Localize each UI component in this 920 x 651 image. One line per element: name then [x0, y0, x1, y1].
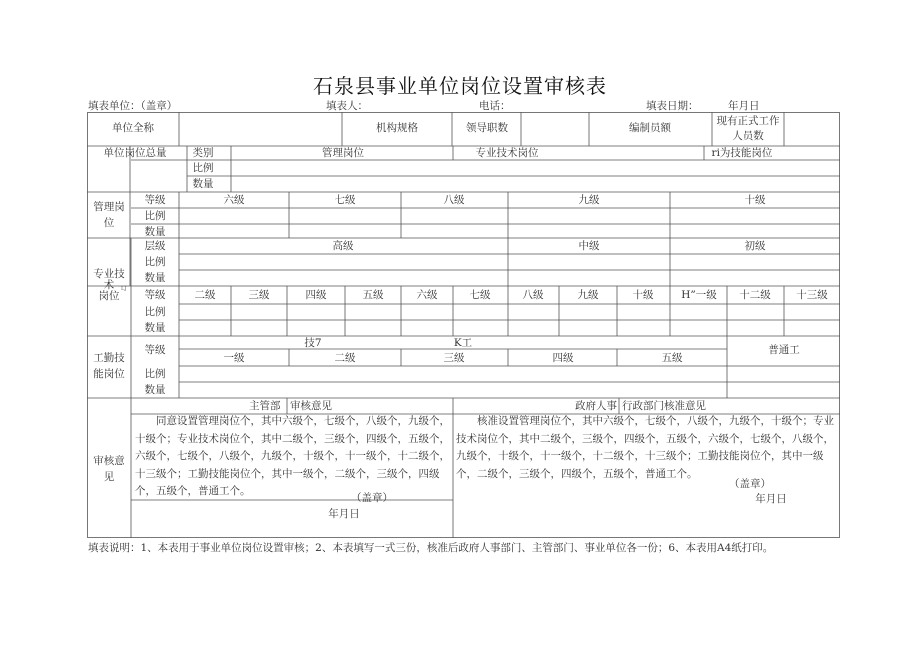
- review-right-head-a: 政府人事: [575, 400, 617, 412]
- label-staff-quota: 编制员额: [629, 122, 671, 134]
- label-total-posts: 单位岗位总量: [103, 147, 167, 159]
- label-pro-grade: 等级: [144, 289, 166, 301]
- label-current-staff-2: 人员数: [732, 130, 764, 142]
- label-pro-tiny: LJ: [121, 286, 127, 292]
- header-date-value: 年月日: [728, 100, 760, 112]
- pro-tier: 中级: [578, 240, 600, 252]
- mgmt-level: 六级: [223, 194, 245, 206]
- review-right-seal: （盖章）: [729, 478, 771, 490]
- label-total-count: 数量: [192, 178, 214, 190]
- pro-level: 五级: [362, 289, 384, 301]
- header-date-label: 填表日期：: [646, 100, 699, 112]
- header-phone: 电话：: [479, 100, 511, 112]
- label-category: 类别: [192, 147, 214, 159]
- mgmt-level: 八级: [443, 194, 465, 206]
- label-mgmt-posts: 管理岗位: [322, 147, 364, 159]
- pro-level: H”一级: [681, 289, 717, 301]
- worker-skill: 技7: [304, 337, 322, 349]
- label-review-2: 见: [103, 471, 115, 483]
- label-worker-ratio: 比例: [144, 368, 166, 380]
- mgmt-level: 九级: [578, 194, 600, 206]
- label-mgmt-ratio: 比例: [144, 210, 166, 222]
- label-tech-posts: ri为技能岗位: [711, 147, 773, 159]
- mgmt-level: 十级: [744, 194, 766, 206]
- worker-level: 三级: [443, 352, 465, 364]
- pro-level: 二级: [194, 289, 216, 301]
- label-review-1: 审核意: [93, 455, 125, 467]
- review-right-head-b: 行政部门核准意见: [622, 400, 706, 412]
- pro-level: 十二级: [739, 289, 771, 301]
- label-pro-ratio: 比例: [144, 306, 166, 318]
- pro-level: 八级: [522, 289, 544, 301]
- label-unit-name: 单位全称: [112, 122, 154, 134]
- worker-level: 五级: [661, 352, 683, 364]
- label-pro-posts: 专业技术岗位: [475, 147, 539, 159]
- label-worker-count: 数量: [144, 384, 166, 396]
- pro-level: 九级: [577, 289, 599, 301]
- review-form-table: [87, 112, 840, 538]
- pro-level: 十三级: [796, 289, 828, 301]
- pro-level: 七级: [469, 289, 491, 301]
- label-worker-grade: 等级: [144, 344, 166, 356]
- pro-tier: 高级: [332, 240, 354, 252]
- mgmt-level: 七级: [334, 194, 356, 206]
- label-pro-tier: 层级: [144, 240, 166, 252]
- review-right-text: 核准设置管理岗位个，其中六级个，七级个，八级个，九级个，十级个；专业技术岗位个，其中二级个，三级个，四级个，五级个，六级个，七级个，八级个，九级个，十级个，十一级个，十二级个，十三级个；工勤技能岗位个，其中一级个，二级个，三级个，四级个，五级个，普通工个。: [456, 415, 834, 480]
- label-pro-1: 专业技: [93, 268, 125, 280]
- header-filler: 填表人：: [326, 100, 368, 112]
- pro-tier: 初级: [744, 240, 766, 252]
- label-leader-posts: 领导职数: [466, 122, 508, 134]
- review-left-head-a: 主管部: [249, 400, 281, 412]
- review-left-date: 年月日: [328, 508, 360, 520]
- label-pro-3: 岗位: [98, 290, 120, 302]
- label-mgmt-1: 管理岗: [93, 201, 125, 213]
- worker-level: 四级: [552, 352, 574, 364]
- label-mgmt-grade: 等级: [144, 194, 166, 206]
- review-left-text: 同意设置管理岗位个，其中六级个，七级个，八级个，九级个，十级个；专业技术岗位个，其中二级个，三级个，四级个，五级个，六级个，七级个，八级个，九级个，十级个，十一级个，十二级个，十三级个；工勤技能岗位个，其中一级个，二级个，三级个，四级个，五级个，普通工个。: [135, 415, 450, 497]
- label-total-ratio: 比例: [192, 162, 214, 174]
- label-pro-tier-count: 数量: [144, 272, 166, 284]
- pro-level: 十级: [632, 289, 654, 301]
- worker-level: 一级: [223, 352, 245, 364]
- label-pro-2: 术: [103, 279, 115, 291]
- worker-level: 二级: [334, 352, 356, 364]
- worker-general: 普通工: [768, 344, 800, 356]
- review-left-seal: （盖章）: [351, 492, 393, 504]
- label-mgmt-2: 位: [103, 217, 115, 229]
- pro-level: 六级: [416, 289, 438, 301]
- label-current-staff-1: 现有正式工作: [716, 115, 780, 127]
- review-left-head-b: 审核意见: [290, 400, 332, 412]
- form-title: 石泉县事业单位岗位设置审核表: [313, 74, 607, 98]
- label-pro-count: 数量: [144, 322, 166, 334]
- pro-level: 四级: [305, 289, 327, 301]
- label-org-scale: 机构规格: [376, 122, 418, 134]
- label-worker-1: 工勤技: [93, 352, 125, 364]
- label-pro-tier-ratio: 比例: [144, 256, 166, 268]
- header-unit: 填表单位：（盖章）: [88, 100, 178, 112]
- pro-level: 三级: [248, 289, 270, 301]
- review-right-date: 年月日: [755, 493, 787, 505]
- worker-k: K工: [453, 337, 473, 349]
- label-worker-2: 能岗位: [93, 368, 125, 380]
- label-mgmt-count: 数量: [144, 226, 166, 238]
- form-footnote: 填表说明：1、本表用于事业单位岗位设置审核；2、本表填写一式三份，核准后政府人事部门、主管部门、事业单位各一份；6、本表用A4纸打印。: [88, 542, 774, 554]
